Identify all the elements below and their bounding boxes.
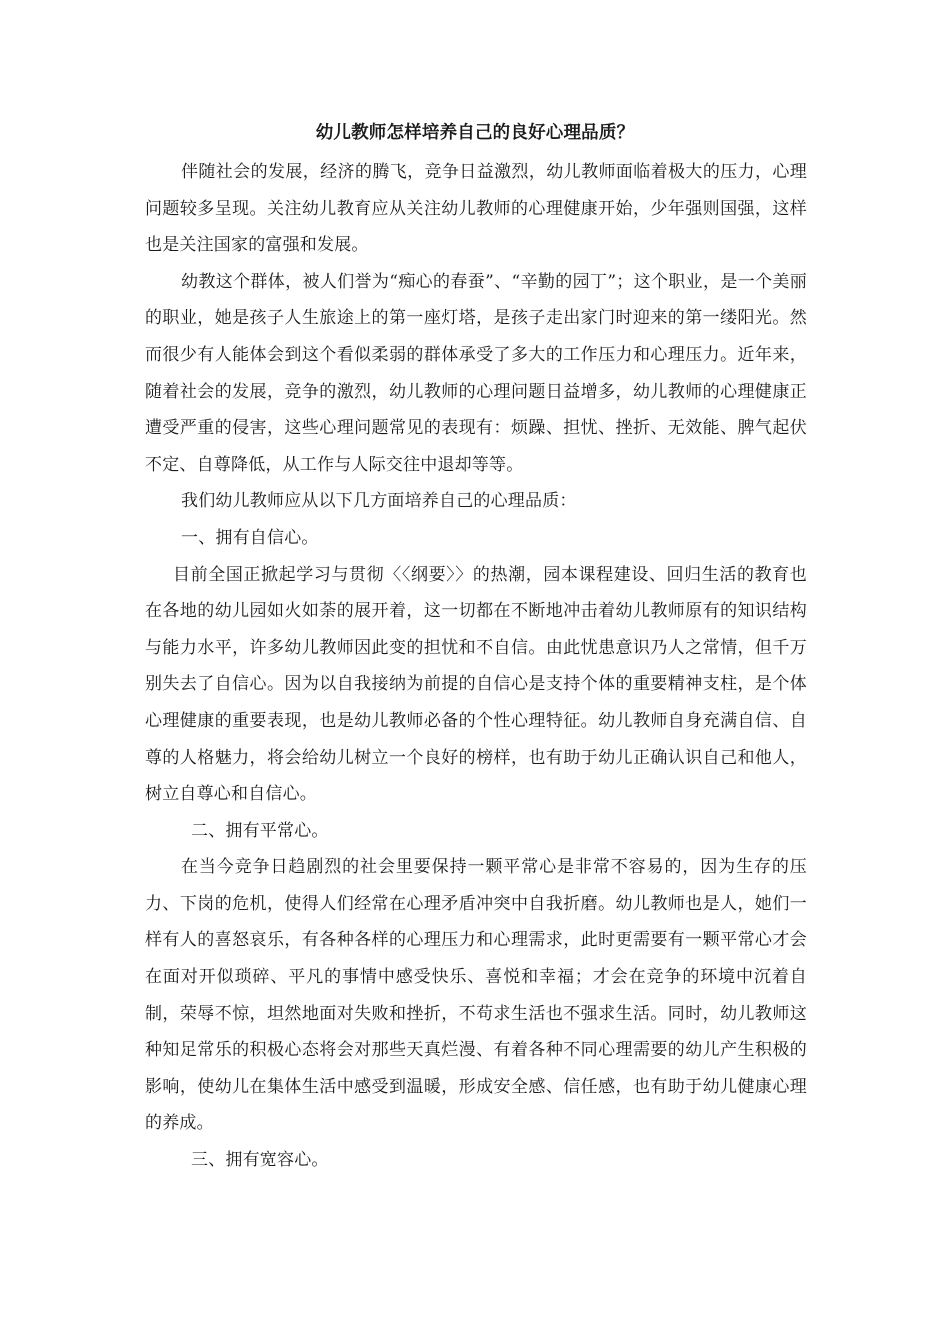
document-title: 幼儿教师怎样培养自己的良好心理品质？: [315, 123, 635, 143]
section-heading-equanimity: 二、拥有平常心。: [191, 820, 329, 841]
paragraph-confidence: 目前全国正掀起学习与贯彻〈〈纲要〉〉的热潮，园本课程建设、回归生活的教育也在各地的幼儿园如火如荼的展开着，这一切都在不断地冲击着幼儿教师原有的知识结构与能力水平，许多幼儿教师因此变的担忧和不自信。由此忧患意识乃人之常情，但千万别失去了自信心。因为以自我接纳为前提的自信心是支持个体的重要精神支柱，是个体心理健康的重要表现，也是幼儿教师必备的个性心理特征。幼儿教师自身充满自信、自尊的人格魅力，将会给幼儿树立一个良好的榜样，也有助于幼儿正确认识自己和他人，树立自尊心和自信心。: [145, 564, 807, 805]
paragraph-equanimity: 在当今竞争日趋剧烈的社会里要保持一颗平常心是非常不容易的，因为生存的压力、下岗的危机，使得人们经常在心理矛盾冲突中自我折磨。幼儿教师也是人，她们一样有人的喜怒哀乐，有各种各样的心理压力和心理需求，此时更需要有一颗平常心才会在面对开似琐碎、平凡的事情中感受快乐、喜悦和幸福；才会在竞争的环境中沉着自制，荣辱不惊，坦然地面对失败和挫折，不苟求生活也不强求生活。同时，幼儿教师这种知足常乐的积极心态将会对那些天真烂漫、有着各种不同心理需要的幼儿产生积极的影响，使幼儿在集体生活中感受到温暖，形成安全感、信任感，也有助于幼儿健康心理的养成。: [145, 857, 807, 1134]
section-heading-confidence: 一、拥有自信心。: [181, 527, 319, 548]
document-body: [145, 154, 807, 1179]
section-heading-tolerance: 三、拥有宽容心。: [191, 1150, 329, 1171]
paragraph-lead-in: 我们幼儿教师应从以下几方面培养自己的心理品质：: [181, 491, 577, 512]
paragraph-intro: 伴随社会的发展，经济的腾飞，竞争日益激烈，幼儿教师面临着极大的压力，心理问题较多呈现。关注幼儿教育应从关注幼儿教师的心理健康开始，少年强则国强，这样也是关注国家的富强和发展。: [145, 162, 807, 256]
paragraph-group-description: 幼教这个群体，被人们誉为“痴心的春蚕”、“辛勤的园丁”；这个职业，是一个美丽的职业，她是孩子人生旅途上的第一座灯塔，是孩子走出家门时迎来的第一缕阳光。然而很少有人能体会到这个看似柔弱的群体承受了多大的工作压力和心理压力。近年来，随着社会的发展，竞争的激烈，幼儿教师的心理问题日益增多，幼儿教师的心理健康正遭受严重的侵害，这些心理问题常见的表现有：烦躁、担忧、挫折、无效能、脾气起伏不定、自尊降低，从工作与人际交往中退却等等。: [145, 271, 807, 475]
